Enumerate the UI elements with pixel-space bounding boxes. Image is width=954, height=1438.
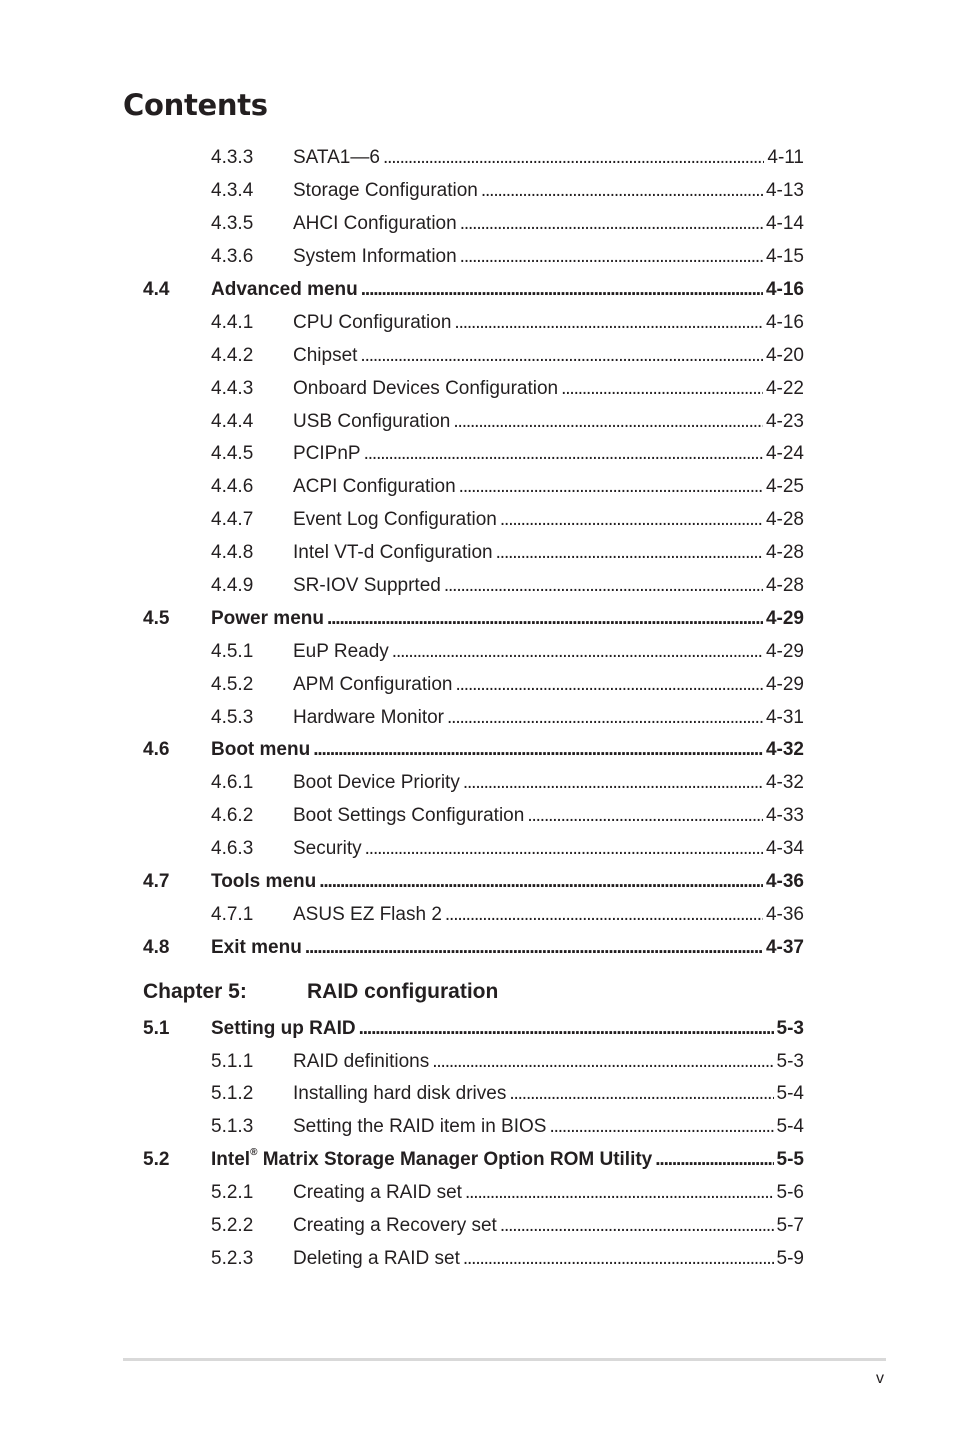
toc-number: 4.4.1 (211, 311, 254, 333)
dot-leader (364, 443, 763, 465)
toc-number: 5.2 (143, 1149, 170, 1171)
toc-title-text: PCIPnP (293, 443, 361, 465)
dot-leader (655, 1149, 773, 1171)
toc-entry (211, 739, 804, 761)
toc-subsection-row[interactable] (143, 438, 804, 471)
toc-entry (293, 443, 804, 465)
page-title: Contents (123, 88, 268, 122)
toc-title-text: ASUS EZ Flash 2 (293, 903, 442, 925)
toc-title-text: Hardware Monitor (293, 706, 444, 728)
toc-subsection-row[interactable] (143, 767, 804, 800)
toc-title (293, 1182, 462, 1204)
toc-entry (293, 246, 804, 268)
toc-entry (293, 411, 804, 433)
toc-title-text: Storage Configuration (293, 180, 478, 202)
toc-number: 5.1.1 (211, 1050, 254, 1072)
toc-number: 4.3.4 (211, 180, 254, 202)
toc-number: 4.3.3 (211, 147, 254, 169)
toc-page-number: 4-23 (765, 410, 804, 432)
toc-number: 4.5.1 (211, 640, 254, 662)
toc-page-number: 4-33 (765, 805, 804, 827)
toc-title-text: Boot menu (211, 739, 311, 761)
dot-leader (481, 180, 763, 202)
toc-page-number: 5-3 (776, 1017, 804, 1039)
toc-page-number: 4-29 (765, 640, 804, 662)
toc-number: 4.6.1 (211, 772, 254, 794)
toc-page-number: 5-4 (776, 1083, 804, 1105)
toc-page-number: 4-31 (765, 706, 804, 728)
toc-number: 5.1.3 (211, 1116, 254, 1138)
toc-title (293, 180, 478, 202)
dot-leader (305, 937, 763, 959)
toc-title (293, 312, 451, 334)
toc-section-row[interactable] (143, 734, 804, 767)
toc-title (293, 411, 450, 433)
dot-leader (361, 279, 763, 301)
toc-title (293, 707, 444, 729)
toc-title-text: Advanced menu (211, 279, 358, 300)
dot-leader (392, 641, 763, 663)
toc-subsection-row[interactable] (143, 898, 804, 931)
toc-title (293, 1248, 460, 1270)
chapter-heading (143, 964, 804, 1012)
toc-title (293, 542, 493, 564)
toc-entry (293, 1182, 804, 1204)
toc-number: 4.3.6 (211, 246, 254, 268)
toc-entry (293, 147, 804, 169)
toc-title-text: AHCI Configuration (293, 213, 457, 235)
toc-subsection-row[interactable] (143, 1078, 804, 1111)
toc-page-number: 4-22 (765, 377, 804, 399)
toc-section-row[interactable] (143, 931, 804, 964)
toc-title (293, 378, 558, 400)
toc-subsection-row[interactable] (143, 1177, 804, 1210)
toc-number: 4.4.6 (211, 476, 254, 498)
toc-subsection-row[interactable] (143, 405, 804, 438)
toc-page-number: 4-32 (765, 739, 804, 761)
toc-entry (293, 312, 804, 334)
toc-title (293, 575, 441, 597)
toc-title-text: System Information (293, 246, 457, 268)
toc-number: 5.2.2 (211, 1215, 254, 1237)
toc-title-text: Boot Device Priority (293, 772, 460, 794)
toc-number: 5.1 (143, 1017, 170, 1039)
toc-number: 4.7.1 (211, 903, 254, 925)
toc-entry (211, 1149, 804, 1171)
toc-subsection-row[interactable] (143, 800, 804, 833)
toc-entry (293, 213, 804, 235)
toc-section-row[interactable] (143, 866, 804, 899)
toc-page-number: 5-5 (776, 1149, 804, 1171)
toc-title (293, 476, 456, 498)
toc-page-number: 5-9 (776, 1247, 804, 1269)
toc-page-number: 4-29 (765, 607, 804, 629)
toc-subsection-row[interactable] (143, 306, 804, 339)
registered-mark: ® (250, 1147, 258, 1159)
toc-number: 4.8 (143, 936, 170, 958)
toc-page-number: 4-24 (765, 443, 804, 465)
dot-leader (463, 1248, 774, 1270)
toc-title-text: Setting the RAID item in BIOS (293, 1116, 547, 1138)
toc-entry (293, 674, 804, 696)
toc-section-row[interactable] (143, 602, 804, 635)
toc-page-number: 4-13 (765, 180, 804, 202)
toc-title-text: CPU Configuration (293, 311, 452, 333)
toc-entry (293, 641, 804, 663)
toc-entry (293, 707, 804, 729)
toc-title-text: SATA1—6 (293, 147, 380, 169)
toc-subsection-row[interactable] (143, 537, 804, 570)
chapter-title: RAID configuration (307, 980, 499, 1004)
toc-page-number: 4-28 (765, 542, 804, 564)
toc-entry (293, 542, 804, 564)
toc-page-number: 4-11 (767, 147, 804, 169)
toc-title-text: ACPI Configuration (293, 476, 456, 498)
toc-title-text: Setting up RAID (211, 1017, 356, 1039)
toc-subsection-row[interactable] (143, 372, 804, 405)
toc-number: 4.4.9 (211, 575, 254, 597)
toc-title-text: Power menu (211, 607, 324, 629)
toc-title (293, 805, 524, 827)
dot-leader (454, 312, 763, 334)
toc-page-number: 4-37 (765, 936, 804, 958)
toc-number: 4.5.3 (211, 706, 254, 728)
toc-number: 4.4.2 (211, 344, 254, 366)
toc-title-text: Tools menu (211, 871, 317, 893)
toc-entry (293, 1083, 804, 1105)
toc-title-text: Creating a RAID set (293, 1182, 462, 1204)
toc-number: 4.4 (143, 279, 170, 300)
toc-number: 4.5.2 (211, 673, 254, 695)
toc-title (211, 608, 324, 630)
toc-entry (293, 805, 804, 827)
toc-number: 4.4.4 (211, 410, 254, 432)
toc-section-chapter-5 (143, 1012, 804, 1275)
toc-page-number: 4-36 (765, 871, 804, 893)
toc-subsection-row[interactable] (143, 1045, 804, 1078)
toc-number: 4.6.2 (211, 805, 254, 827)
toc-entry (211, 608, 804, 630)
toc-entry (211, 871, 804, 893)
toc-page-number: 4-28 (765, 509, 804, 531)
toc-title-text: Chipset (293, 344, 358, 366)
toc-page-number: 4-15 (765, 246, 804, 268)
toc-title (293, 1215, 497, 1237)
toc-title-text: Security (293, 838, 362, 860)
toc-title-text: Deleting a RAID set (293, 1247, 460, 1269)
dot-leader (459, 476, 763, 498)
toc-title (293, 213, 457, 235)
toc-title (293, 1051, 429, 1073)
toc-subsection-row[interactable] (143, 833, 804, 866)
toc-page-number: 4-20 (765, 344, 804, 366)
dot-leader (496, 542, 763, 564)
toc-title (293, 1083, 506, 1105)
toc-entry (293, 772, 804, 794)
toc-section-row[interactable] (143, 1012, 804, 1045)
dot-leader (527, 805, 763, 827)
chapter-label: Chapter 5: (143, 980, 247, 1004)
toc-title (293, 443, 361, 465)
toc-entry (293, 180, 804, 202)
toc-subsection-row[interactable] (143, 570, 804, 603)
toc-title (293, 147, 380, 169)
dot-leader (500, 1215, 774, 1237)
toc-title (211, 871, 316, 893)
toc-number: 4.4.3 (211, 377, 254, 399)
toc-number: 4.6.3 (211, 838, 254, 860)
toc-page-number: 4-34 (765, 838, 804, 860)
toc-entry (293, 509, 804, 531)
toc-subsection-row[interactable] (143, 175, 804, 208)
dot-leader (359, 1018, 774, 1040)
dot-leader (509, 1083, 773, 1105)
toc-title-text: USB Configuration (293, 410, 451, 432)
toc-section-chapter-4 (143, 142, 804, 964)
dot-leader (432, 1051, 773, 1073)
toc-title (211, 739, 310, 761)
toc-title-rest: Matrix Storage Manager Option ROM Utility (257, 1149, 653, 1171)
toc-title (211, 279, 358, 301)
dot-leader (313, 739, 763, 761)
dot-leader (561, 378, 763, 400)
toc-subsection-row[interactable] (143, 635, 804, 668)
toc-entry (293, 1248, 804, 1270)
toc-number: 5.2.1 (211, 1182, 254, 1204)
dot-leader (500, 509, 763, 531)
toc-page-number: 4-14 (765, 213, 804, 235)
toc-page-number: 5-7 (776, 1215, 804, 1237)
toc-entry (293, 575, 804, 597)
dot-leader (455, 674, 763, 696)
toc-number: 4.3.5 (211, 213, 254, 235)
dot-leader (453, 411, 763, 433)
toc-page-number: 4-28 (765, 575, 804, 597)
table-of-contents (143, 142, 804, 1275)
toc-entry (293, 1116, 804, 1138)
toc-title (293, 641, 389, 663)
toc-page-number: 4-36 (765, 903, 804, 925)
toc-page-number: 4-16 (765, 311, 804, 333)
toc-entry (293, 1215, 804, 1237)
toc-title (293, 772, 460, 794)
toc-title (211, 1149, 652, 1171)
toc-entry (211, 279, 804, 301)
toc-subsection-row[interactable] (143, 1243, 804, 1276)
toc-number: 4.4.7 (211, 509, 254, 531)
toc-entry (293, 904, 804, 926)
toc-number: 4.4.5 (211, 443, 254, 465)
toc-title (293, 509, 497, 531)
toc-subsection-row[interactable] (143, 668, 804, 701)
dot-leader (365, 838, 763, 860)
toc-title-text: EuP Ready (293, 640, 389, 662)
toc-number: 4.7 (143, 871, 170, 893)
dot-leader (327, 608, 763, 630)
toc-title-text: SR-IOV Supprted (293, 575, 441, 597)
toc-page-number: 5-4 (776, 1116, 804, 1138)
toc-entry (211, 1018, 804, 1040)
toc-page-number: 4-16 (765, 279, 804, 300)
toc-title-text: Intel (211, 1149, 251, 1171)
toc-subsection-row[interactable] (143, 241, 804, 274)
toc-title (211, 937, 302, 959)
toc-page-number: 4-25 (765, 476, 804, 498)
toc-title (293, 904, 442, 926)
toc-title-text: RAID definitions (293, 1050, 430, 1072)
toc-entry (293, 378, 804, 400)
toc-title (293, 674, 452, 696)
toc-number: 4.4.8 (211, 542, 254, 564)
toc-title-text: Event Log Configuration (293, 509, 497, 531)
dot-leader (444, 575, 763, 597)
toc-subsection-row[interactable] (143, 471, 804, 504)
dot-leader (460, 246, 763, 268)
toc-title-text: Boot Settings Configuration (293, 805, 525, 827)
toc-entry (293, 1051, 804, 1073)
toc-title (211, 1018, 356, 1040)
toc-title-text: Exit menu (211, 936, 302, 958)
toc-title (293, 838, 362, 860)
toc-subsection-row[interactable] (143, 1210, 804, 1243)
page-number: v (876, 1370, 884, 1387)
toc-page-number: 4-29 (765, 673, 804, 695)
toc-number: 5.2.3 (211, 1247, 254, 1269)
toc-page-number: 5-3 (776, 1050, 804, 1072)
toc-number: 4.6 (143, 739, 170, 761)
dot-leader (549, 1116, 773, 1138)
dot-leader (319, 871, 763, 893)
toc-entry (211, 937, 804, 959)
toc-number: 5.1.2 (211, 1083, 254, 1105)
toc-subsection-row[interactable] (143, 1111, 804, 1144)
toc-title-text: Installing hard disk drives (293, 1083, 507, 1105)
toc-section-row[interactable] (143, 1144, 804, 1177)
toc-subsection-row[interactable] (143, 142, 804, 175)
dot-leader (383, 147, 764, 169)
toc-section-row[interactable] (143, 274, 804, 307)
toc-title-text: Intel VT-d Configuration (293, 542, 493, 564)
toc-title-text: Onboard Devices Configuration (293, 377, 559, 399)
toc-page-number: 4-32 (765, 772, 804, 794)
toc-title-text: APM Configuration (293, 673, 453, 695)
toc-subsection-row[interactable] (143, 208, 804, 241)
toc-entry (293, 838, 804, 860)
dot-leader (360, 345, 763, 367)
toc-title-text: Creating a Recovery set (293, 1215, 497, 1237)
toc-entry (293, 345, 804, 367)
toc-title (293, 246, 457, 268)
toc-entry (293, 476, 804, 498)
footer-rule (123, 1358, 886, 1361)
toc-subsection-row[interactable] (143, 339, 804, 372)
toc-page-number: 5-6 (776, 1182, 804, 1204)
toc-subsection-row[interactable] (143, 504, 804, 537)
dot-leader (447, 707, 763, 729)
dot-leader (460, 213, 763, 235)
toc-title (293, 1116, 546, 1138)
dot-leader (465, 1182, 774, 1204)
dot-leader (445, 904, 763, 926)
toc-title (293, 345, 357, 367)
toc-number: 4.5 (143, 607, 170, 629)
dot-leader (463, 772, 763, 794)
toc-subsection-row[interactable] (143, 701, 804, 734)
